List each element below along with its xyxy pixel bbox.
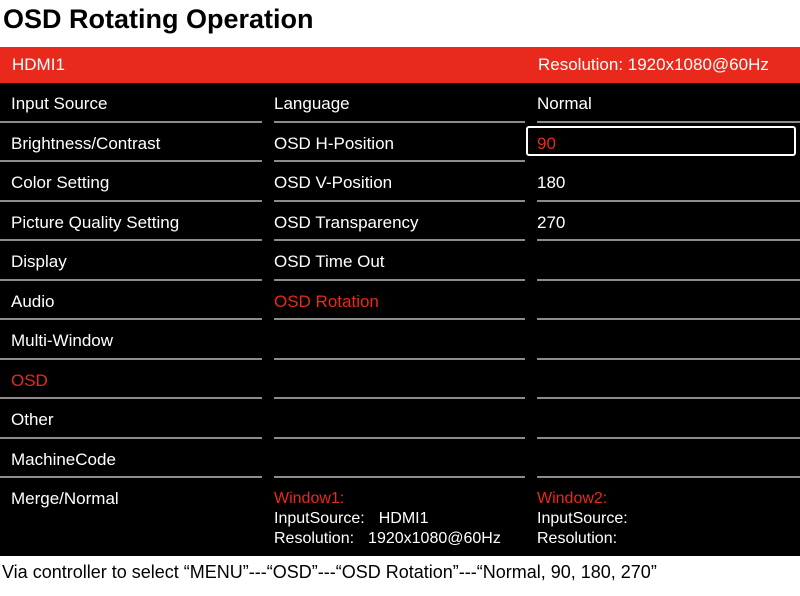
menu-item-color-setting[interactable]: Color Setting [0, 162, 262, 202]
menu-item-brightness-contrast[interactable]: Brightness/Contrast [0, 123, 262, 163]
input-source-indicator: HDMI1 [12, 55, 65, 74]
divider [537, 476, 800, 478]
main-menu [0, 83, 262, 518]
option-270[interactable]: 270 [537, 202, 800, 242]
window1-info [274, 489, 501, 549]
empty-row [537, 360, 800, 400]
menu-item-audio[interactable]: Audio [0, 281, 262, 321]
menu-item-other[interactable]: Other [0, 399, 262, 439]
empty-row [537, 241, 800, 281]
empty-row [537, 281, 800, 321]
submenu-item-osd-h-position[interactable]: OSD H-Position [274, 123, 525, 163]
empty-row [274, 439, 525, 479]
empty-row [274, 360, 525, 400]
empty-row [537, 320, 800, 360]
window2-input-source: InputSource: [537, 510, 628, 527]
option-180[interactable]: 180 [537, 162, 800, 202]
submenu-item-osd-time-out[interactable]: OSD Time Out [274, 241, 525, 281]
window1-input-source: InputSource: HDMI1 [274, 510, 429, 527]
empty-row [537, 399, 800, 439]
osd-panel [0, 47, 800, 556]
empty-row [274, 320, 525, 360]
empty-row [274, 399, 525, 439]
rotation-options [537, 83, 800, 478]
selection-highlight [526, 126, 796, 156]
instruction-caption: Via controller to select “MENU”---“OSD”---“OSD Rotation”---“Normal, 90, 180, 270” [2, 562, 657, 582]
submenu-item-language[interactable]: Language [274, 83, 525, 123]
submenu-item-osd-transparency[interactable]: OSD Transparency [274, 202, 525, 242]
option-normal[interactable]: Normal [537, 83, 800, 123]
menu-item-display[interactable]: Display [0, 241, 262, 281]
resolution-indicator: Resolution: 1920x1080@60Hz [538, 55, 769, 74]
menu-item-osd[interactable]: OSD [0, 360, 262, 400]
window1-title: Window1: [274, 490, 345, 507]
osd-submenu [274, 83, 525, 478]
menu-item-picture-quality[interactable]: Picture Quality Setting [0, 202, 262, 242]
menu-item-machinecode[interactable]: MachineCode [0, 439, 262, 479]
window2-info [537, 489, 628, 549]
divider [274, 476, 525, 478]
menu-item-multi-window[interactable]: Multi-Window [0, 320, 262, 360]
window1-resolution: Resolution: 1920x1080@60Hz [274, 530, 501, 547]
option-90[interactable]: 90 [537, 123, 800, 163]
menu-item-input-source[interactable]: Input Source [0, 83, 262, 123]
submenu-item-osd-v-position[interactable]: OSD V-Position [274, 162, 525, 202]
osd-header-bar [0, 47, 800, 83]
menu-item-merge-normal[interactable]: Merge/Normal [11, 489, 119, 508]
window2-resolution: Resolution: [537, 530, 618, 547]
window2-title: Window2: [537, 490, 608, 507]
empty-row [537, 439, 800, 479]
submenu-item-osd-rotation[interactable]: OSD Rotation [274, 281, 525, 321]
page-title: OSD Rotating Operation [3, 4, 314, 34]
